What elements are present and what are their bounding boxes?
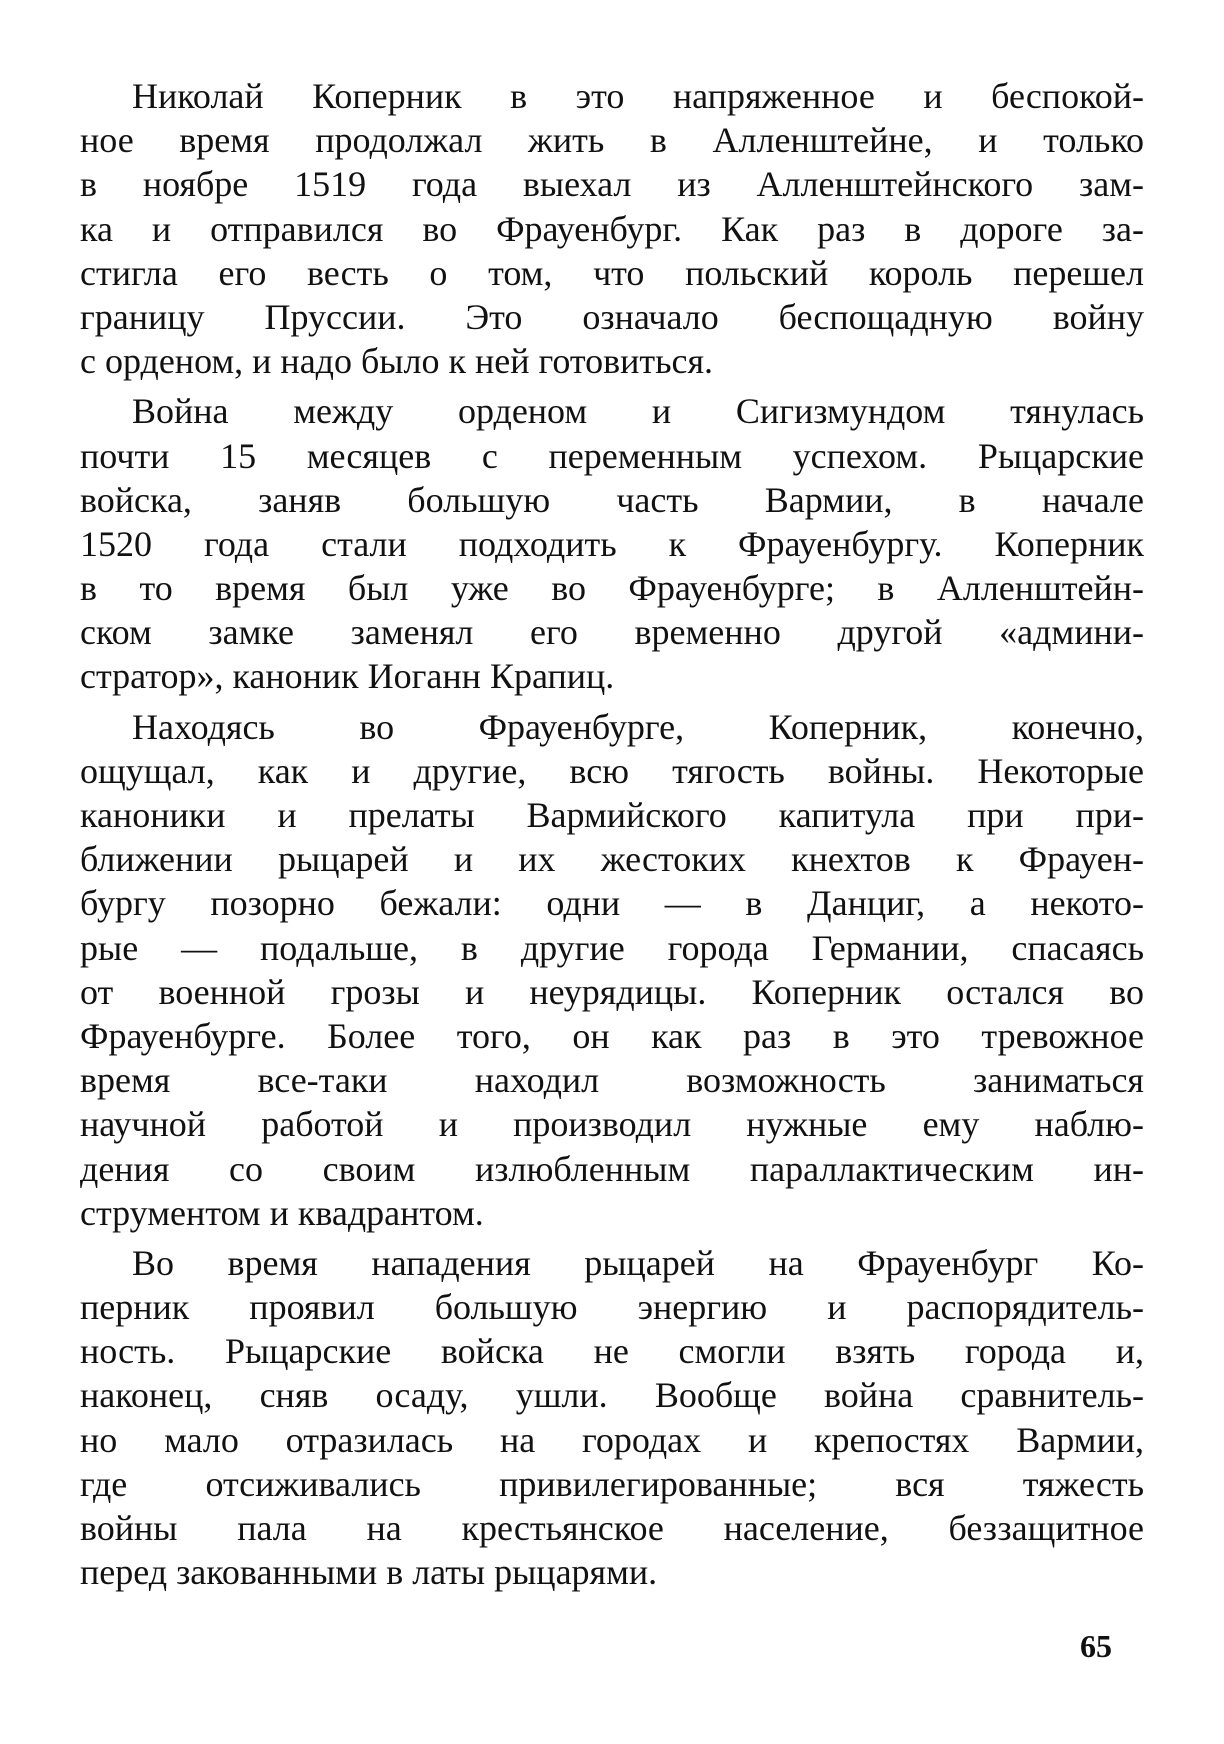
text-line: ском замке заменял его временно другой «админи- xyxy=(80,612,1144,653)
text-line: 1520 года стали подходить к Фрауенбургу. Коперник xyxy=(80,523,1144,564)
text-line: каноники и прелаты Вармийского капитула при при- xyxy=(80,795,1144,835)
text-line: в то время был уже во Фрауенбурге; в Алленштейн- xyxy=(80,568,1144,609)
text-line: где отсиживались привилегированные; вся тяжесть xyxy=(80,1463,1144,1504)
text-line: дения со своим излюбленным параллактическим ин- xyxy=(80,1148,1144,1189)
text-line: время все-таки находил возможность заниматься xyxy=(80,1060,1144,1101)
text-line: границу Пруссии. Это означало беспощадную войну xyxy=(80,296,1144,337)
text-line: наконец, сняв осаду, ушли. Вообще война сравнитель- xyxy=(80,1375,1144,1416)
text-line: струментом и квадрантом. xyxy=(80,1192,484,1233)
page-body xyxy=(80,74,1144,1600)
text-line: перник проявил большую энергию и распорядитель- xyxy=(80,1287,1144,1328)
text-line: стигла его весть о том, что польский король перешел xyxy=(80,252,1144,293)
paragraph-4 xyxy=(80,1241,1144,1595)
text-line: рые — подальше, в другие города Германии, спасаясь xyxy=(80,927,1144,968)
text-line: Николай Коперник в это напряженное и беспокой- xyxy=(132,76,1144,116)
text-line: Во время нападения рыцарей на Фрауенбург Ко- xyxy=(132,1242,1144,1283)
paragraph-1 xyxy=(80,74,1144,383)
text-line: перед закованными в латы рыцарями. xyxy=(80,1552,658,1593)
text-line: научной работой и производил нужные ему наблю- xyxy=(80,1104,1144,1145)
text-line: в ноябре 1519 года выехал из Алленштейнского зам- xyxy=(80,164,1144,205)
text-line: с орденом, и надо было к ней готовиться. xyxy=(80,341,714,382)
text-line: Фрауенбурге. Более того, он как раз в это тревожное xyxy=(80,1015,1144,1056)
text-line: Находясь во Фрауенбурге, Коперник, конечно, xyxy=(132,706,1144,747)
text-line: ное время продолжал жить в Алленштейне, и только xyxy=(80,120,1144,161)
text-line: бургу позорно бежали: одни — в Данциг, а некото- xyxy=(80,883,1144,924)
paragraph-2 xyxy=(80,389,1144,698)
text-line: Война между орденом и Сигизмундом тянулась xyxy=(132,391,1144,432)
text-line: но мало отразилась на городах и крепостях Вармии, xyxy=(80,1419,1144,1460)
text-line: ка и отправился во Фрауенбург. Как раз в дороге за- xyxy=(80,208,1144,249)
text-line: стратор», каноник Иоганн Крапиц. xyxy=(80,656,615,697)
text-line: ность. Рыцарские войска не смогли взять города и, xyxy=(80,1331,1144,1372)
text-line: ощущал, как и другие, всю тягость войны. Некоторые xyxy=(80,750,1144,791)
text-line: ближении рыцарей и их жестоких кнехтов к Фрауен- xyxy=(80,839,1144,880)
paragraph-3 xyxy=(80,705,1144,1235)
text-line: от военной грозы и неурядицы. Коперник остался во xyxy=(80,971,1144,1012)
text-line: войны пала на крестьянское население, беззащитное xyxy=(80,1508,1144,1548)
text-line: войска, заняв большую часть Вармии, в начале xyxy=(80,479,1144,520)
page-number: 65 xyxy=(1080,1628,1112,1664)
text-line: почти 15 месяцев с переменным успехом. Рыцарские xyxy=(80,435,1144,476)
